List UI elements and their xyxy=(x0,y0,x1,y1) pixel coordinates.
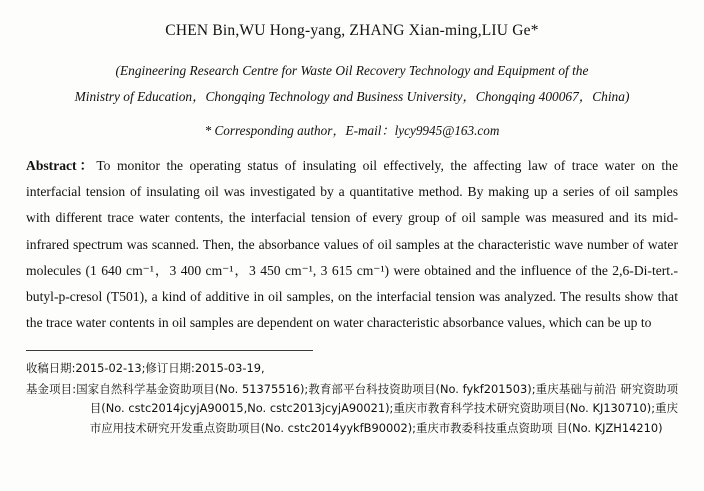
affiliation-block xyxy=(36,58,668,110)
footnote-funding xyxy=(26,380,678,439)
footnote-block xyxy=(26,359,678,438)
footnote-funding-line-4: 目(No. KJZH14210) xyxy=(556,420,663,435)
corresponding-author: * Corresponding author，E-mail：lycy9945@163.com xyxy=(204,123,500,139)
footnote-divider xyxy=(26,350,313,351)
affiliation-line-1: (Engineering Research Centre for Waste Oil Recovery Technology and Equipment of the xyxy=(115,63,589,78)
abstract-paragraph xyxy=(26,153,678,336)
footnote-funding-line-1: 基金项目:国家自然科学基金资助项目(No. 51375516);教育部平台科技资助项目(No. fykf201503);重庆基础与前沿 xyxy=(26,381,617,396)
author-list: CHEN Bin,WU Hong-yang, ZHANG Xian-ming,LIU Ge* xyxy=(165,22,539,39)
affiliation-line-2: Ministry of Education，Chongqing Technology and Business University，Chongqing 400067，China) xyxy=(74,89,630,105)
footnote-dates: 收稿日期:2015-02-13;修订日期:2015-03-19, xyxy=(26,360,265,375)
abstract-label: Abstract： xyxy=(26,158,97,174)
footnote-funding-line-3: KJ130710);重庆市应用技术研究开发重点资助项目(No. cstc2014yykfB90002);重庆市教委科技重点资助项 xyxy=(89,401,679,435)
footnote-funding-line-2: 研究资助项目(No. cstc2014jcyjA90015,No. cstc2013jcyjA90021);重庆市教育科学技术研究资助项目(No. xyxy=(89,381,678,416)
abstract-text: To monitor the operating status of insulating oil effectively, the affecting law of trace water on the interfacial tension of insulating oil was investigated by a quantitative method. By making up a series of oil samples with different trace water contents, the interfacial tension of every group of oil sample was measured and its mid-infrared spectrum was scanned. Then, the absorbance values of oil samples at the characteristic wave number of water molecules (1 640 cm⁻¹，3 400 cm⁻¹，3 450 cm⁻¹, 3 615 cm⁻¹) were obtained and the influence of the 2,6-Di-tert.-butyl-p-cresol (T501), a kind of additive in oil samples, on the interfacial tension was analyzed. The results show that the trace water contents in oil samples are dependent on water characteristic absorbance values, which can be up to xyxy=(26,158,678,330)
